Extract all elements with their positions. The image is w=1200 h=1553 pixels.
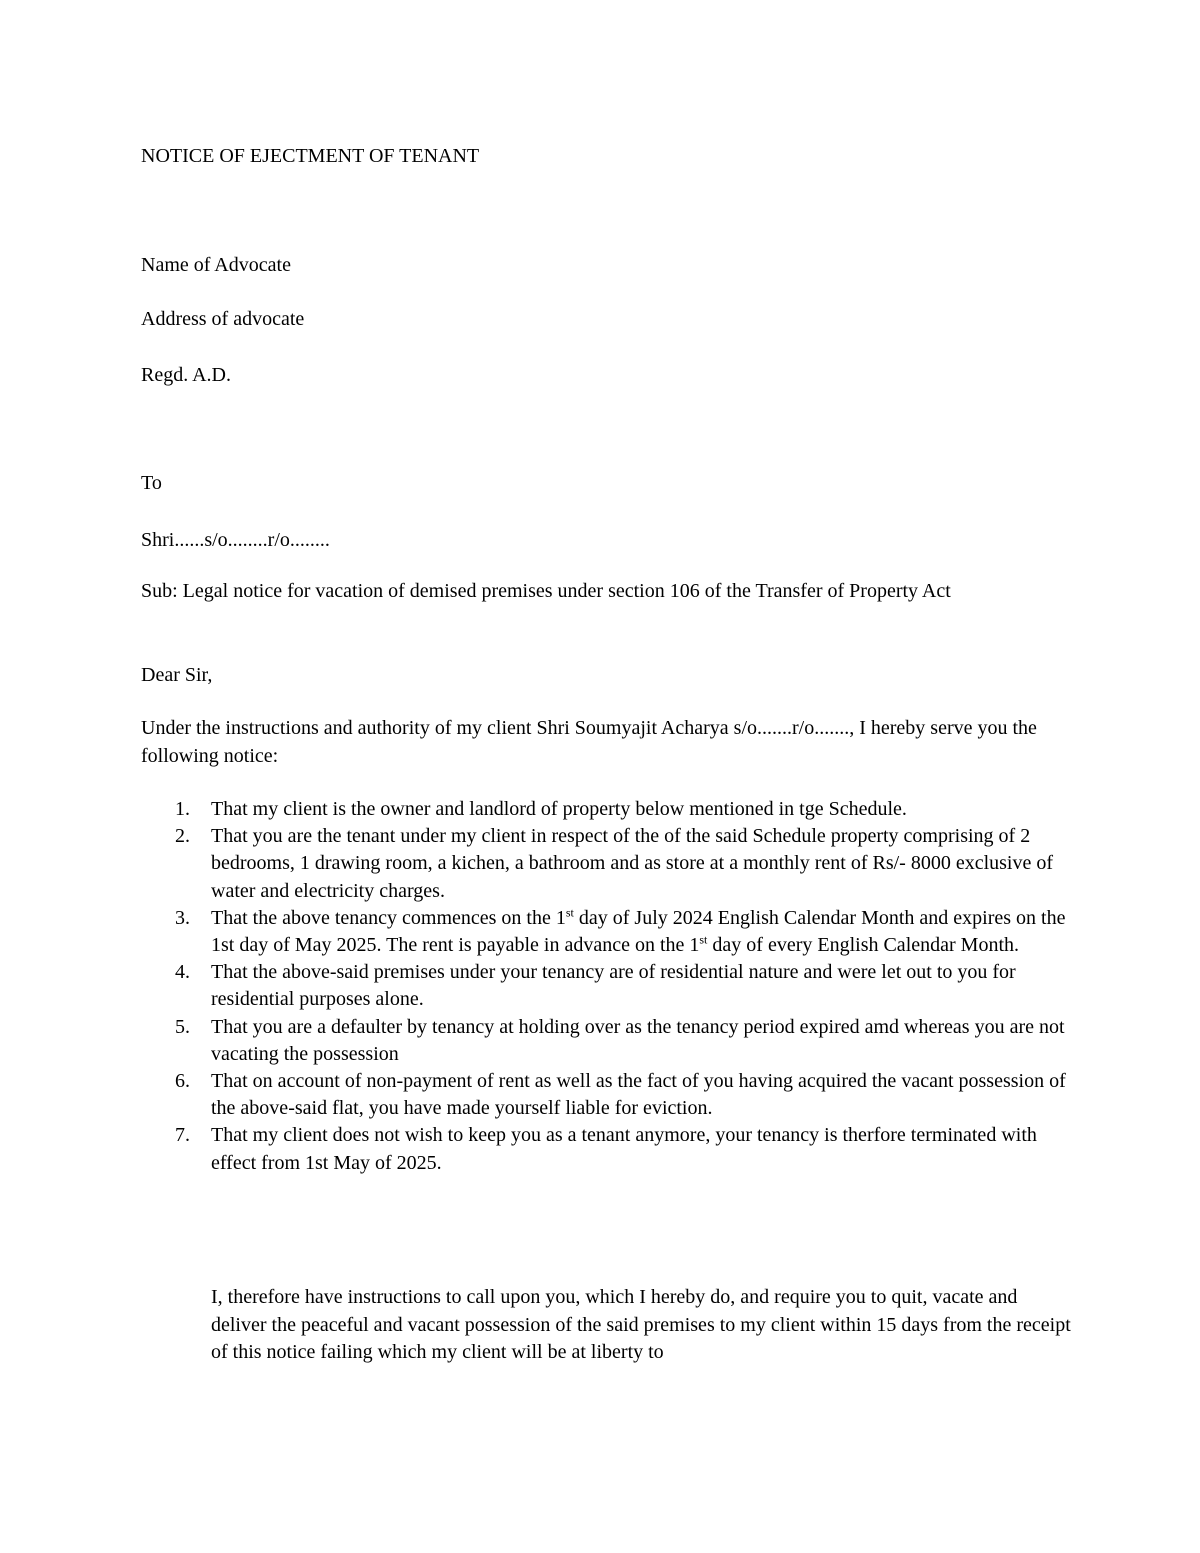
list-item	[141, 1068, 1066, 1122]
document-title: NOTICE OF EJECTMENT OF TENANT	[141, 145, 480, 167]
list-item	[141, 823, 1066, 905]
ordinal-suffix: st	[565, 905, 574, 920]
list-item	[141, 1014, 1066, 1068]
closing-paragraph: I, therefore have instructions to call upon you, which I hereby do, and require you to quit, vacate and deliver the peaceful and vacant possession of the said premises to my client within 15 days from the receipt of this notice failing which my client will be at liberty to	[211, 1286, 1071, 1363]
subject-line: Sub: Legal notice for vacation of demised premises under section 106 of the Transfer of Property Act	[141, 580, 951, 602]
list-item	[141, 1122, 1066, 1176]
list-item	[141, 905, 1066, 959]
recipient-line: Shri......s/o........r/o........	[141, 529, 330, 551]
list-item-number: 4.	[175, 961, 190, 984]
list-item-number: 5.	[175, 1015, 190, 1038]
salutation: Dear Sir,	[141, 664, 213, 686]
advocate-address: Address of advocate	[141, 308, 305, 330]
notice-points-list	[141, 796, 1066, 1177]
list-item-number: 2.	[175, 825, 190, 848]
ordinal-suffix: st	[699, 932, 708, 947]
delivery-mode: Regd. A.D.	[141, 364, 231, 386]
list-item-number: 7.	[175, 1124, 190, 1147]
list-item-text: That my client does not wish to keep you as a tenant anymore, your tenancy is therfore terminated with effect from 1st May of 2025.	[211, 1124, 1037, 1174]
list-item-text-part: That the above tenancy commences on the 1	[211, 906, 566, 929]
list-item-number: 3.	[175, 906, 190, 929]
list-item-text: That you are a defaulter by tenancy at holding over as the tenancy period expired amd whereas you are not vacating the possession	[211, 1015, 1065, 1065]
list-item-text: That on account of non-payment of rent as well as the fact of you having acquired the vacant possession of the above-said flat, you have made yourself liable for eviction.	[211, 1070, 1066, 1120]
list-item-text-part: day of July 2024 English Calendar Month and expires on the 1st day of May 2025. The rent is payable in advance on the 1	[211, 906, 1066, 957]
list-item-text: That my client is the owner and landlord of property below mentioned in tge Schedule.	[211, 798, 907, 820]
list-item-text: That the above-said premises under your tenancy are of residential nature and were let out to you for residential purposes alone.	[211, 961, 1016, 1011]
list-item-text-part: day of every English Calendar Month.	[707, 934, 1019, 957]
list-item	[141, 796, 1066, 823]
intro-paragraph: Under the instructions and authority of my client Shri Soumyajit Acharya s/o.......r/o......., I hereby serve you the following notice:	[141, 717, 1037, 767]
advocate-name: Name of Advocate	[141, 254, 291, 276]
list-item-number: 1.	[175, 798, 190, 820]
list-item-text	[211, 907, 1065, 956]
list-item	[141, 959, 1066, 1013]
to-label: To	[141, 472, 162, 494]
list-item-text: That you are the tenant under my client in respect of the of the said Schedule property comprising of 2 bedrooms, 1 drawing room, a kichen, a bathroom and as store at a monthly rent of Rs/- 8000 exclusive of water and electricity charges.	[211, 825, 1054, 902]
list-item-number: 6.	[175, 1070, 190, 1093]
